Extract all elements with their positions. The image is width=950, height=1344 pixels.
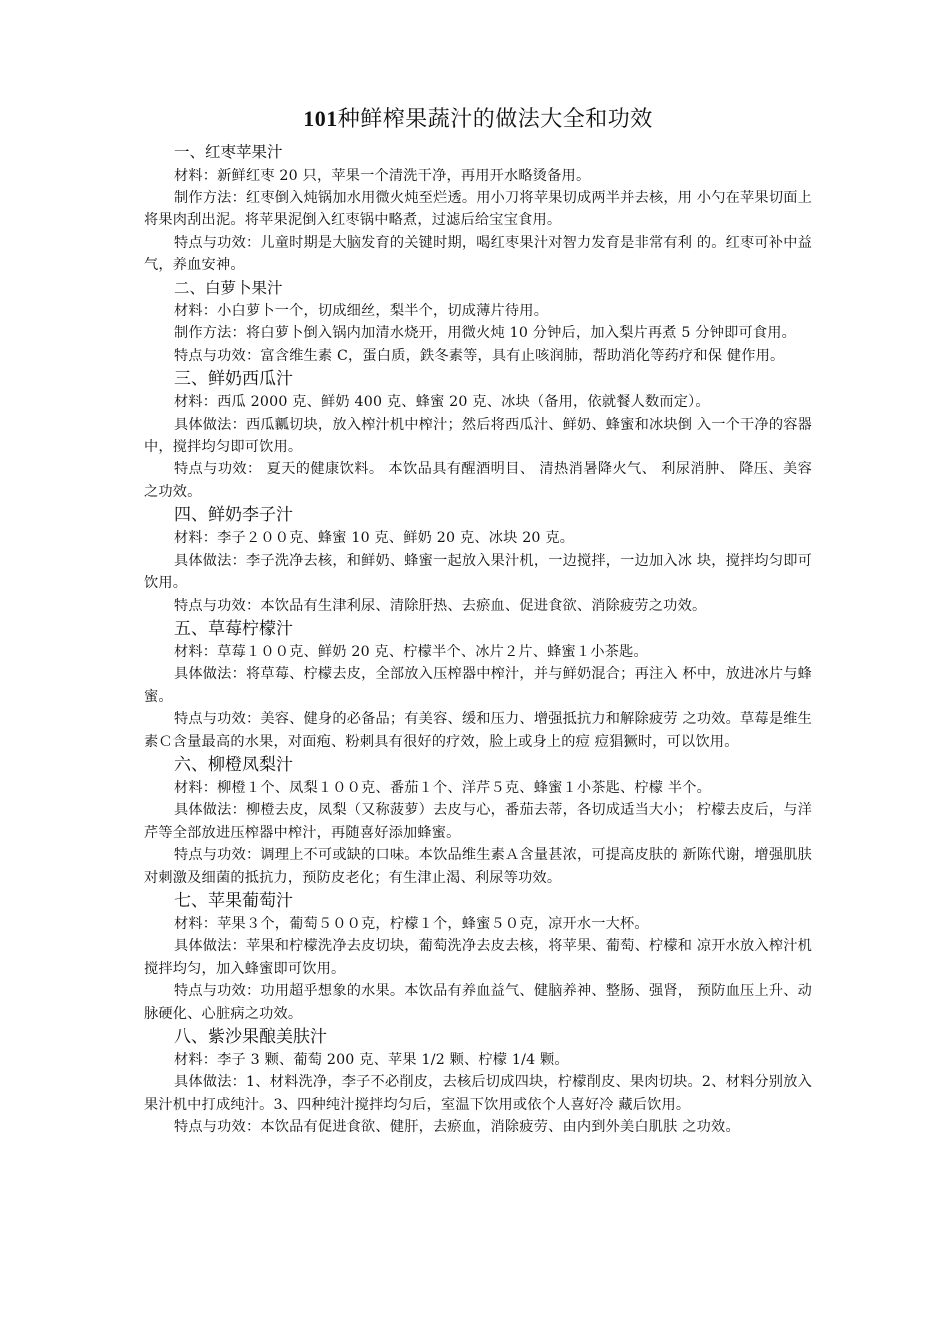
benefits-paragraph: 特点与功效：本饮品有生津利尿、清除肝热、去瘀血、促进食欲、消除疲劳之功效。 [174, 597, 707, 614]
benefits-paragraph: 特点与功效：本饮品有促进食欲、健肝，去瘀血，消除疲劳、由内到外美白肌肤 之功效。 [174, 1119, 740, 1136]
method-paragraph: 具体做法：柳橙去皮，凤梨（又称菠萝）去皮与心，番茄去蒂，各切成适当大小； 柠檬去皮后，与洋芹等全部放进压榨器中榨汁，再随喜好添加蜂蜜。 [144, 802, 812, 841]
method-paragraph: 具体做法：李子洗净去核，和鲜奶、蜂蜜一起放入果汁机，一边搅拌，一边加入冰 块，搅拌均匀即可饮用。 [144, 552, 812, 592]
benefits-paragraph: 特点与功效：富含维生素 C，蛋白质，鉄冬素等，具有止咳润肺，帮助消化等药疗和保 健作用。 [174, 347, 785, 364]
benefits-paragraph: 特点与功效：调理上不可或缺的口味。本饮品维生素Ａ含量甚浓，可提高皮肤的 新陈代谢，增强肌肤对刺激及细菌的抵抗力，预防皮老化；有生津止渴、利尿等功效。 [144, 847, 812, 886]
section-zishaguo-niang [144, 1025, 812, 1139]
section-bailuobo [144, 277, 812, 368]
section-heading: 四、鲜奶李子汁 [174, 505, 293, 526]
section-pingguo-putao [144, 889, 812, 1025]
materials-paragraph: 材料：小白萝卜一个，切成细丝，梨半个，切成薄片待用。 [174, 303, 549, 320]
materials-paragraph: 材料：李子２００克、蜂蜜 10 克、鲜奶 20 克、冰块 20 克。 [174, 530, 575, 547]
section-xiannai-xigua [144, 367, 812, 503]
section-heading: 二、白萝卜果汁 [174, 278, 283, 297]
benefits-paragraph: 特点与功效：功用超乎想象的水果。本饮品有养血益气、健脑养神、整肠、强肾， 预防血压上升、动脉硬化、心脏病之功效。 [144, 983, 812, 1022]
section-heading: 七、苹果葡萄汁 [174, 890, 293, 911]
method-paragraph: 制作方法：将白萝卜倒入锅内加清水烧开，用微火炖 10 分钟后，加入梨片再煮 5 分钟即可食用。 [174, 325, 797, 342]
method-paragraph: 具体做法：西瓜瓤切块，放入榨汁机中榨汁；然后将西瓜汁、鲜奶、蜂蜜和冰块倒 入一个干净的容器中，搅拌均匀即可饮用。 [144, 416, 812, 456]
document-page [144, 104, 812, 1139]
materials-paragraph: 材料：新鲜红枣 20 只，苹果一个清洗干净，再用开水略烫备用。 [174, 167, 591, 184]
title-text: 种鲜榨果蔬汁的做法大全和功效 [337, 107, 653, 132]
section-heading: 六、柳橙凤梨汁 [174, 754, 293, 775]
method-paragraph: 具体做法：1、材料洗净，李子不必削皮，去核后切成四块，柠檬削皮、果肉切块。2、材料分别放入果汁机中打成纯汁。3、四种纯汁搅拌均匀后，室温下饮用或依个人喜好冷 藏后饮用。 [144, 1074, 812, 1113]
section-heading: 八、紫沙果酿美肤汁 [174, 1027, 327, 1047]
section-xiannai-lizi [144, 503, 812, 617]
benefits-paragraph: 特点与功效： 夏天的健康饮料。 本饮品具有醒酒明目、 清热消暑降火气、 利尿消肿、 降压、美容之功效。 [144, 461, 812, 500]
materials-paragraph: 材料：苹果３个，葡萄５００克，柠檬１个，蜂蜜５０克，凉开水一大杯。 [174, 915, 649, 932]
materials-paragraph: 材料：草莓１００克、鲜奶 20 克、柠檬半个、冰片２片、蜂蜜１小茶匙。 [174, 643, 648, 660]
benefits-paragraph: 特点与功效：美容、健身的必备品；有美容、缓和压力、增强抵抗力和解除疲劳 之功效。草莓是维生素Ｃ含量最高的水果，对面疱、粉刺具有很好的疗效，脸上或身上的痘 痘猖獗时，可以饮用。 [144, 711, 812, 750]
method-paragraph: 具体做法：将草莓、柠檬去皮，全部放入压榨器中榨汁，并与鲜奶混合；再注入 杯中，放进冰片与蜂蜜。 [144, 666, 812, 705]
benefits-paragraph: 特点与功效：儿童时期是大脑发育的关键时期，喝红枣果汁对智力发育是非常有利 的。红枣可补中益气，养血安神。 [144, 234, 812, 274]
title-number: 101 [303, 106, 338, 131]
materials-paragraph: 材料：柳橙１个、凤梨１００克、番茄１个、洋芹５克、蜂蜜１小茶匙、柠檬 半个。 [174, 779, 712, 796]
section-liucheng-fengli [144, 753, 812, 889]
page-title [144, 104, 812, 135]
section-caomei-ningmeng [144, 617, 812, 753]
method-paragraph: 具体做法：苹果和柠檬洗净去皮切块，葡萄洗净去皮去核，将苹果、葡萄、柠檬和 凉开水放入榨汁机搅拌均匀，加入蜂蜜即可饮用。 [144, 938, 812, 977]
section-heading: 一、红枣苹果汁 [174, 143, 283, 161]
section-heading: 五、草莓柠檬汁 [174, 618, 293, 639]
section-heading: 三、鲜奶西瓜汁 [174, 369, 293, 390]
section-hongzao-pingguo [144, 141, 812, 277]
method-paragraph: 制作方法：红枣倒入炖锅加水用微火炖至烂透。用小刀将苹果切成两半并去核，用 小勺在苹果切面上将果肉刮出泥。将苹果泥倒入红枣锅中略煮，过滤后给宝宝食用。 [144, 189, 812, 229]
materials-paragraph: 材料：西瓜 2000 克、鲜奶 400 克、蜂蜜 20 克、冰块（备用，依就餐人数而定）。 [174, 394, 710, 411]
materials-paragraph: 材料：李子 3 颗、葡萄 200 克、苹果 1/2 颗、柠檬 1/4 颗。 [174, 1052, 569, 1068]
